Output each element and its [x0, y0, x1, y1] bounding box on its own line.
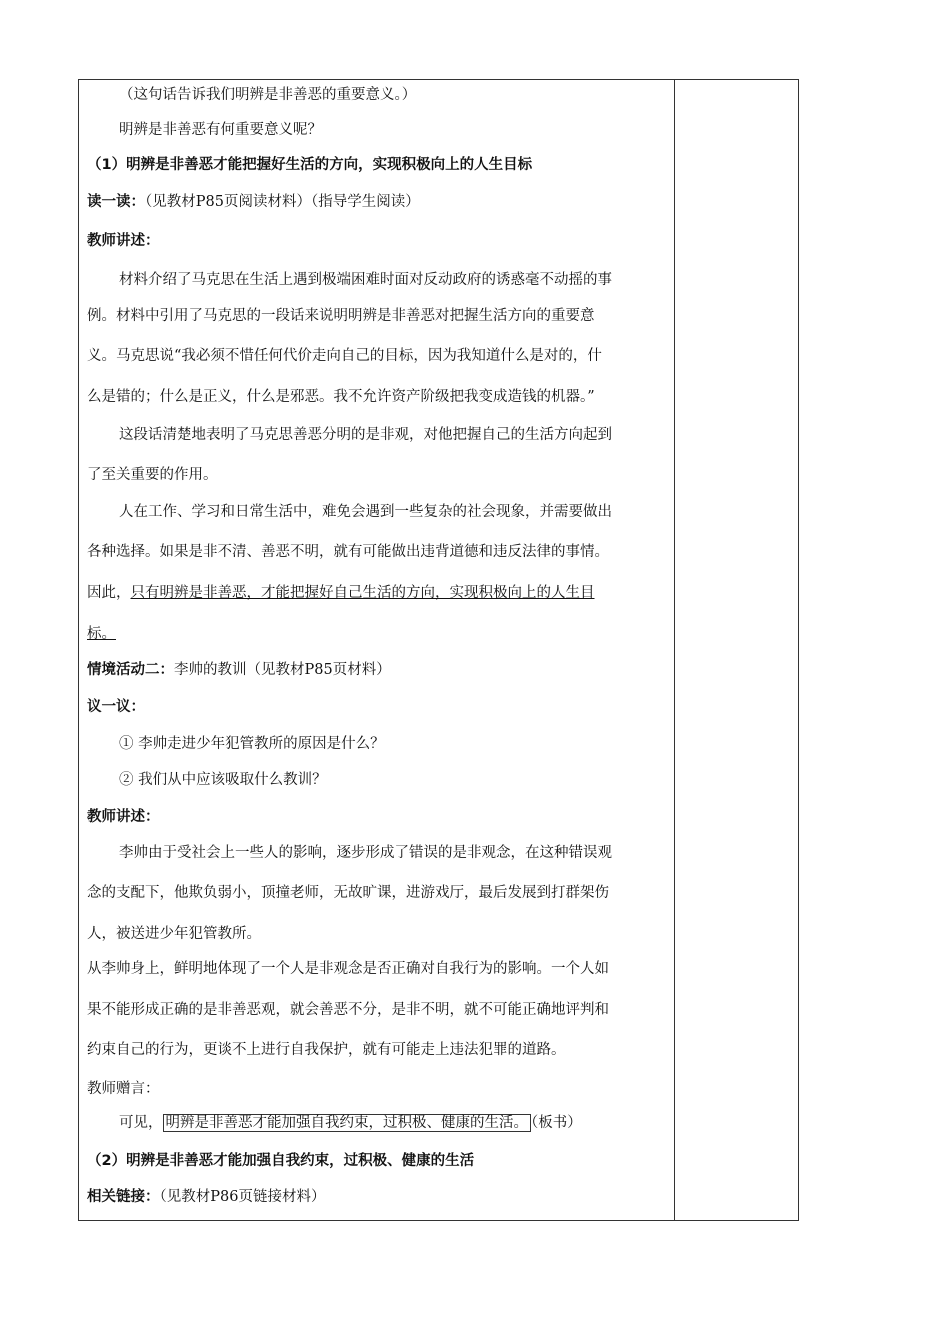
section-heading-1: （1）明辨是非善恶才能把握好生活的方向，实现积极向上的人生目标 [87, 157, 533, 173]
key-point-underlined: 标。 [87, 626, 116, 642]
text-line: 了至关重要的作用。 [87, 467, 218, 483]
question-1: ① 李帅走进少年犯管教所的原因是什么？ [119, 736, 385, 752]
question-2: ② 我们从中应该吸取什么教训？ [119, 772, 327, 788]
text-line: 人在工作、学习和日常生活中，难免会遇到一些复杂的社会现象，并需要做出 [119, 504, 612, 520]
lesson-table [78, 79, 799, 1221]
text-prefix: 因此， [87, 585, 131, 601]
text-line: 材料介绍了马克思在生活上遇到极端困难时面对反动政府的诱惑毫不动摇的事 [119, 272, 612, 288]
text-line: 例。材料中引用了马克思的一段话来说明明辨是非善恶对把握生活方向的重要意 [87, 308, 595, 324]
column-divider [674, 80, 675, 1220]
text-line: 果不能形成正确的是非善恶观，就会善恶不分，是非不明，就不可能正确地评判和 [87, 1002, 609, 1018]
text-line: 各种选择。如果是非不清、善恶不明，就有可能做出违背道德和违反法律的事情。 [87, 544, 609, 560]
section-heading-2: （2）明辨是非善恶才能加强自我约束，过积极、健康的生活 [87, 1153, 475, 1169]
link-row [87, 1187, 325, 1207]
text-line: 这段话清楚地表明了马克思善恶分明的是非观，对他把握自己的生活方向起到 [119, 427, 612, 443]
text-line [87, 583, 595, 603]
read-row [87, 192, 420, 212]
text-line: 从李帅身上，鲜明地体现了一个人是非观念是否正确对自我行为的影响。一个人如 [87, 961, 609, 977]
key-point-underlined: 只有明辨是非善恶，才能把握好自己生活的方向，实现积极向上的人生目 [130, 585, 595, 601]
scene-text: 李帅的教训（见教材P85页材料） [174, 662, 391, 678]
scene-row [87, 660, 391, 680]
teacher-label: 教师讲述： [87, 809, 160, 825]
text-line [119, 1113, 582, 1133]
text-line: 明辨是非善恶有何重要意义呢？ [119, 122, 322, 138]
read-text: （见教材P85页阅读材料）（指导学生阅读） [145, 194, 420, 210]
text-prefix: 可见， [119, 1115, 163, 1131]
link-text: （见教材P86页链接材料） [159, 1189, 326, 1205]
text-line: 么是错的；什么是正义，什么是邪恶。我不允许资产阶级把我变成造钱的机器。” [87, 389, 595, 405]
text-line: 约束自己的行为，更谈不上进行自我保护，就有可能走上违法犯罪的道路。 [87, 1042, 566, 1058]
text-line: （这句话告诉我们明辨是非善恶的重要意义。） [119, 87, 417, 103]
text-line: 念的支配下，他欺负弱小，顶撞老师，无故旷课，进游戏厅，最后发展到打群架伤 [87, 885, 609, 901]
text-line: 义。马克思说“我必须不惜任何代价走向自己的目标，因为我知道什么是对的，什 [87, 348, 602, 364]
gift-label: 教师赠言： [87, 1081, 160, 1097]
read-label: 读一读： [87, 194, 145, 210]
text-line: 人，被送进少年犯管教所。 [87, 926, 261, 942]
board-note-boxed: 明辨是非善恶才能加强自我约束，过积极、健康的生活。 [163, 1114, 532, 1132]
text-line: 李帅由于受社会上一些人的影响，逐步形成了错误的是非观念，在这种错误观 [119, 845, 612, 861]
discuss-label: 议一议： [87, 699, 145, 715]
teacher-label: 教师讲述： [87, 233, 160, 249]
link-label: 相关链接： [87, 1189, 160, 1205]
board-tag: （板书） [531, 1115, 582, 1131]
scene-label: 情境活动二： [87, 662, 174, 678]
